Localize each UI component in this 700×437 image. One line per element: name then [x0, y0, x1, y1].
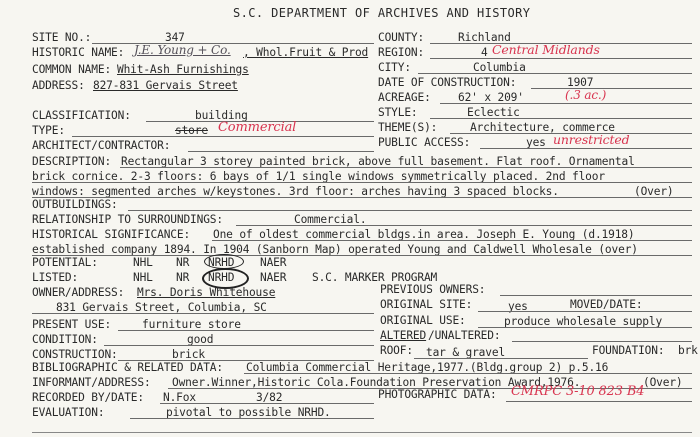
roof-underline — [414, 358, 588, 359]
region-handwritten: Central Midlands — [492, 42, 600, 57]
condition-label: CONDITION: — [32, 333, 98, 346]
recorded-by-underline — [160, 403, 374, 404]
relationship-value: Commercial. — [294, 213, 367, 226]
listed-naer: NAER — [260, 271, 287, 284]
bottom-rule — [32, 432, 692, 433]
unaltered-label: /UNALTERED: — [428, 329, 501, 342]
description-underline-2 — [32, 182, 692, 183]
listed-nr: NR — [176, 271, 190, 284]
marker-program: S.C. MARKER PROGRAM — [312, 271, 438, 284]
foundation-value: brk — [678, 344, 698, 357]
informant-value: Owner.Winner,Historic Cola.Foundation Preservation Award,1976. — [172, 376, 581, 389]
original-site-value: yes — [508, 300, 528, 313]
style-value: Eclectic — [467, 106, 520, 119]
address-label: ADDRESS: — [32, 79, 85, 92]
recorded-by-value: N.Fox — [163, 391, 196, 404]
listed-nrhd: NRHD — [208, 271, 235, 284]
bibliographic-value: Columbia Commercial Heritage,1977.(Bldg.group 2) p.5.16 — [246, 361, 609, 374]
historic-name-handwritten: J.E. Young + Co. — [134, 43, 231, 57]
date-of-construction-value: 1907 — [567, 76, 594, 89]
acreage-handwritten: (.3 ac.) — [565, 88, 607, 102]
significance-underline-1 — [212, 240, 692, 241]
potential-nr: NR — [176, 256, 190, 269]
classification-label: CLASSIFICATION: — [32, 109, 131, 122]
county-label: COUNTY: — [378, 31, 425, 44]
owner-line-2: 831 Gervais Street, Columbia, SC — [56, 301, 267, 314]
region-value: 4 — [481, 46, 488, 59]
owner-label: OWNER/ADDRESS: — [32, 286, 125, 299]
description-line-1: Rectangular 3 storey painted brick, above full basement. Flat roof. Ornamental — [121, 155, 635, 168]
region-underline — [430, 58, 692, 59]
common-name-value: Whit-Ash Furnishings — [117, 63, 249, 76]
informant-over: (Over) — [643, 376, 683, 389]
photographic-underline — [506, 401, 692, 402]
city-underline — [418, 73, 692, 74]
type-struck-value: store — [175, 124, 208, 137]
construction-label: CONSTRUCTION: — [32, 348, 118, 361]
historic-name-value: , Whol.Fruit & Prod — [243, 46, 369, 59]
recorded-by-label: RECORDED BY/DATE: — [32, 391, 144, 404]
outbuildings-label: OUTBUILDINGS: — [32, 198, 118, 211]
photographic-handwritten: CMRPC 3-10 823 B4 — [511, 384, 645, 399]
previous-owners-underline — [500, 295, 692, 296]
historic-name-label: HISTORIC NAME: — [32, 46, 125, 59]
style-underline — [430, 118, 692, 119]
listed-label: LISTED: — [32, 271, 79, 284]
acreage-underline — [440, 103, 692, 104]
potential-naer: NAER — [260, 256, 287, 269]
original-use-value: produce wholesale supply — [504, 315, 663, 328]
site-no-label: SITE NO.: — [32, 31, 92, 44]
description-line-2: brick cornice. 2-3 floors: 6 bays of 1/1 single windows symmetrically placed. 2nd floor — [32, 170, 605, 183]
type-underline — [72, 136, 374, 137]
evaluation-underline — [130, 418, 374, 419]
recorded-date-value: 3/82 — [256, 391, 283, 404]
public-access-underline — [480, 148, 692, 149]
acreage-value: 62' x 209' — [458, 91, 524, 104]
classification-value: building — [195, 109, 248, 122]
public-access-value: yes — [526, 136, 546, 149]
bibliographic-label: BIBLIOGRAPHIC & RELATED DATA: — [32, 361, 223, 374]
condition-value: good — [187, 333, 214, 346]
altered-label: ALTERED — [380, 329, 427, 342]
construction-value: brick — [172, 348, 205, 361]
address-value: 827-831 Gervais Street — [93, 79, 238, 92]
public-access-handwritten: unrestricted — [553, 132, 630, 147]
style-label: STYLE: — [378, 106, 418, 119]
potential-nrhd: NRHD — [208, 256, 235, 269]
present-use-underline — [118, 330, 374, 331]
description-underline-3 — [32, 197, 692, 198]
present-use-value: furniture store — [142, 318, 241, 331]
date-of-construction-label: DATE OF CONSTRUCTION: — [378, 76, 517, 89]
owner-line-1: Mrs. Doris Whitehouse — [137, 286, 276, 299]
outbuildings-underline — [128, 210, 692, 211]
description-over: (Over) — [634, 185, 674, 198]
potential-label: POTENTIAL: — [32, 256, 98, 269]
type-handwritten: Commercial — [218, 120, 297, 135]
altered-underline — [512, 341, 692, 342]
date-underline — [531, 88, 692, 89]
city-label: CITY: — [378, 61, 411, 74]
architect-label: ARCHITECT/CONTRACTOR: — [32, 139, 171, 152]
informant-label: INFORMANT/ADDRESS: — [32, 376, 151, 389]
relationship-label: RELATIONSHIP TO SURROUNDINGS: — [32, 213, 223, 226]
significance-line-2: established company 1894. In 1904 (Sanborn Map) operated Young and Caldwell Wholesale (over) — [32, 243, 638, 256]
description-line-3: windows: segmented arches w/keystones. 3rd floor: arches having 3 spaced blocks. — [32, 185, 559, 198]
foundation-label: FOUNDATION: — [592, 344, 665, 357]
description-underline-1 — [120, 167, 692, 168]
bibliographic-underline — [244, 373, 692, 374]
significance-line-1: One of oldest commercial bldgs.in area. Joseph E. Young (d.1918) — [213, 228, 635, 241]
original-use-label: ORIGINAL USE: — [380, 314, 466, 327]
evaluation-label: EVALUATION: — [32, 406, 105, 419]
evaluation-value: pivotal to possible NRHD. — [166, 406, 331, 419]
region-label: REGION: — [378, 46, 425, 59]
previous-owners-label: PREVIOUS OWNERS: — [380, 283, 486, 296]
owner-underline-2 — [32, 313, 374, 314]
photographic-label: PHOTOGRAPHIC DATA: — [378, 388, 497, 401]
public-access-label: PUBLIC ACCESS: — [378, 136, 471, 149]
potential-nrhd-circle — [204, 254, 244, 269]
listed-nhl: NHL — [133, 271, 153, 284]
themes-value: Architecture, commerce — [470, 121, 615, 134]
card-header: S.C. DEPARTMENT OF ARCHIVES AND HISTORY — [233, 6, 531, 20]
moved-date-label: MOVED/DATE: — [570, 298, 643, 311]
relationship-underline — [236, 225, 692, 226]
present-use-label: PRESENT USE: — [32, 318, 112, 331]
significance-label: HISTORICAL SIGNIFICANCE: — [32, 228, 191, 241]
city-value: Columbia — [473, 61, 526, 74]
county-value: Richland — [458, 31, 511, 44]
type-label: TYPE: — [32, 124, 65, 137]
original-site-label: ORIGINAL SITE: — [380, 298, 473, 311]
roof-label: ROOF: — [380, 344, 413, 357]
site-no-value: 347 — [165, 31, 185, 44]
original-site-underline — [478, 311, 692, 312]
original-use-underline — [478, 327, 692, 328]
significance-underline-2 — [32, 255, 692, 256]
potential-nhl: NHL — [133, 256, 153, 269]
themes-label: THEME(S): — [378, 121, 438, 134]
architect-underline — [188, 151, 374, 152]
common-name-label: COMMON NAME: — [32, 63, 112, 76]
acreage-label: ACREAGE: — [378, 91, 431, 104]
condition-underline — [104, 345, 374, 346]
description-label: DESCRIPTION: — [32, 155, 112, 168]
roof-value: tar & gravel — [426, 346, 506, 359]
